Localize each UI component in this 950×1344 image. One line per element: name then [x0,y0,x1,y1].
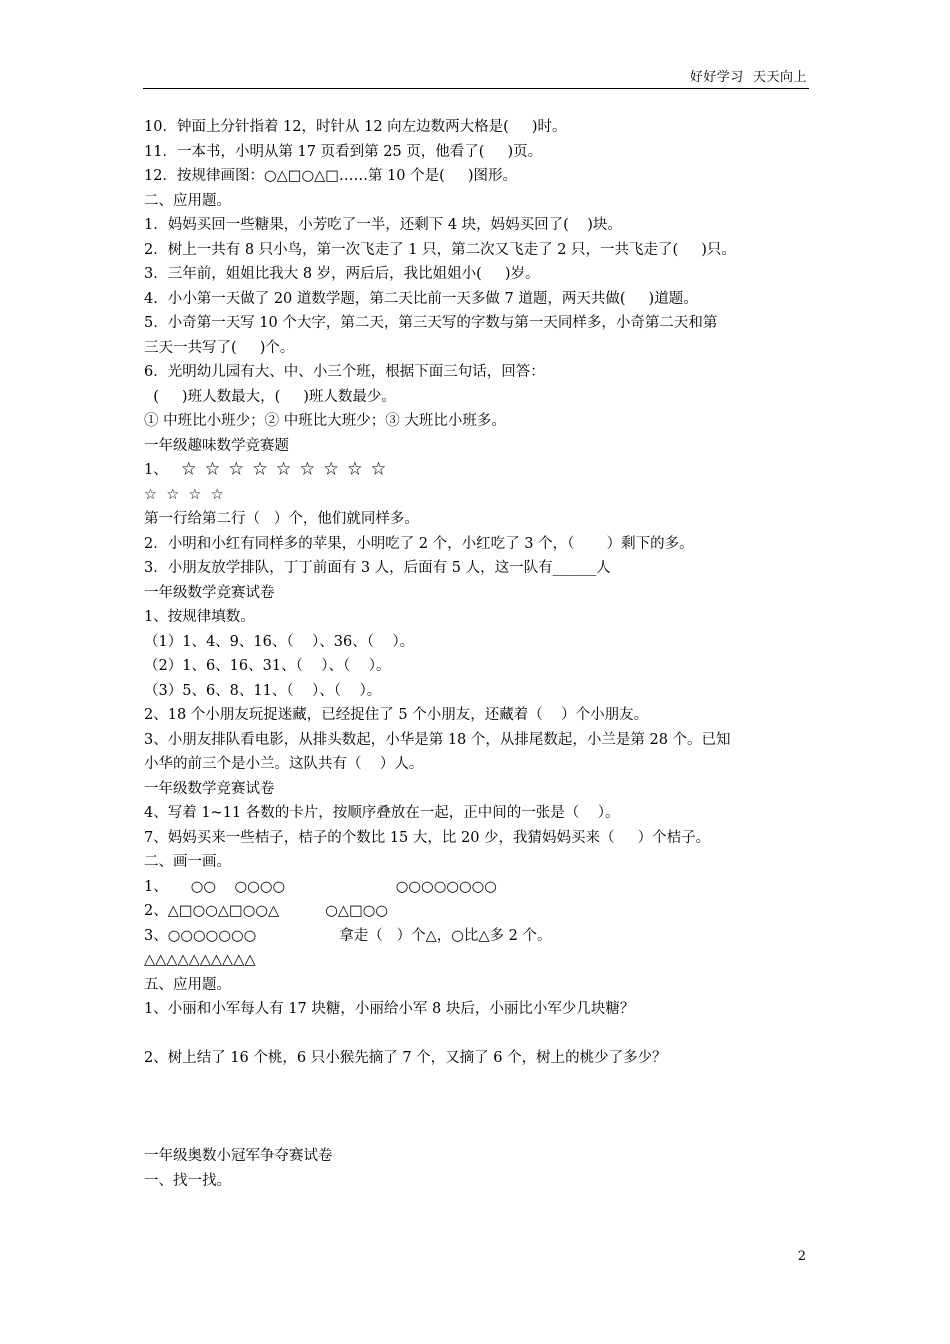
text-line: 12．按规律画图：○△□○△□……第 10 个是( )图形。 [144,168,517,184]
text-line: 10．钟面上分针指着 12，时针从 12 向左边数两大格是( )时。 [144,119,567,135]
text-line [144,1120,810,1145]
text-line: 一年级趣味数学竞赛题 [144,437,289,454]
text-line: 3．三年前，姐姐比我大 8 岁，两后后，我比姐姐小( )岁。 [144,266,540,282]
text-line: （1）1、4、9、16、（ ）、36、（ ）。 [144,633,415,650]
text-line: 1、 ☆ ☆ ☆ ☆ ☆ ☆ ☆ ☆ ☆ [144,462,386,478]
text-line: ( )班人数最大，( )班人数最少。 [144,388,396,405]
text-line: 2．小明和小红有同样多的苹果，小明吃了 2 个，小红吃了 3 个，（ ）剩下的多。 [144,535,694,552]
text-line: ☆ ☆ ☆ ☆ [144,486,224,503]
text-line: 2、△□○○△□○○△ ○△□○○ [144,903,389,919]
text-line: 五、应用题。 [144,976,231,993]
text-line [144,1071,810,1096]
text-line: 一年级数学竞赛试卷 [144,780,275,797]
text-line: 第一行给第二行（ ）个，他们就同样多。 [144,511,419,527]
text-line: 11．一本书，小明从第 17 页看到第 25 页，他看了( )页。 [144,143,543,160]
text-line: 小华的前三个是小兰。这队共有（ ）人。 [144,756,424,772]
text-line: 4．小小第一天做了 20 道数学题，第二天比前一天多做 7 道题，两天共做( )道题。 [144,290,698,307]
text-line: 三天一共写了( )个。 [144,339,295,356]
text-line: 二、应用题。 [144,192,231,209]
text-line: 一、找一找。 [144,1172,231,1189]
text-line: 3、小朋友排队看电影，从排头数起，小华是第 18 个，从排尾数起，小兰是第 28 个。已知 [144,731,731,748]
text-line: （2）1、6、16、31、（ ）、（ ）。 [144,658,391,674]
text-line: 1、 ○○ ○○○○ ○○○○○○○○ [144,878,497,895]
document-body [144,115,810,1193]
text-line: 1．妈妈买回一些糖果，小芳吃了一半，还剩下 4 块，妈妈买回了( )块。 [144,217,622,233]
text-line: 一年级奥数小冠军争夺赛试卷 [144,1148,333,1164]
text-line: ① 中班比小班少；② 中班比大班少；③ 大班比小班多。 [144,413,506,429]
page-header [143,64,809,89]
text-line: 6．光明幼儿园有大、中、小三个班，根据下面三句话，回答： [144,364,545,380]
page-number: 2 [797,1249,806,1264]
text-line: 2、18 个小朋友玩捉迷藏，已经捉住了 5 个小朋友，还藏着（ ）个小朋友。 [144,707,649,723]
text-line: 一年级数学竞赛试卷 [144,584,275,601]
text-line: 1、按规律填数。 [144,609,255,625]
text-line [144,1022,810,1047]
text-line [144,1095,810,1120]
text-line: 4、写着 1~11 各数的卡片，按顺序叠放在一起，正中间的一张是（ ）。 [144,805,620,821]
text-line: 3、○○○○○○○ 拿走（ ）个△，○比△多 2 个。 [144,927,552,944]
text-line: 1、小丽和小军每人有 17 块糖，小丽给小军 8 块后，小丽比小军少几块糖？ [144,1001,635,1017]
text-line: 5．小奇第一天写 10 个大字，第二天，第三天写的字数与第一天同样多，小奇第二天和第 [144,315,718,331]
text-line: （3）5、6、8、11、（ ）、（ ）。 [144,682,382,699]
header-motto: 好好学习 天天向上 [689,70,807,85]
text-line: 7、妈妈买来一些桔子，桔子的个数比 15 大，比 20 少，我猜妈妈买来（ ）个桔子。 [144,829,711,846]
text-line: 二、画一画。 [144,854,231,870]
text-line: 3．小朋友放学排队，丁丁前面有 3 人，后面有 5 人，这一队有______人 [144,560,611,576]
text-line: 2．树上一共有 8 只小鸟，第一次飞走了 1 只，第二次又飞走了 2 只，一共飞走了( )只。 [144,241,736,258]
text-line: 2、树上结了 16 个桃，6 只小猴先摘了 7 个，又摘了 6 个，树上的桃少了多少？ [144,1050,667,1066]
text-line: △△△△△△△△△△ [144,952,256,968]
